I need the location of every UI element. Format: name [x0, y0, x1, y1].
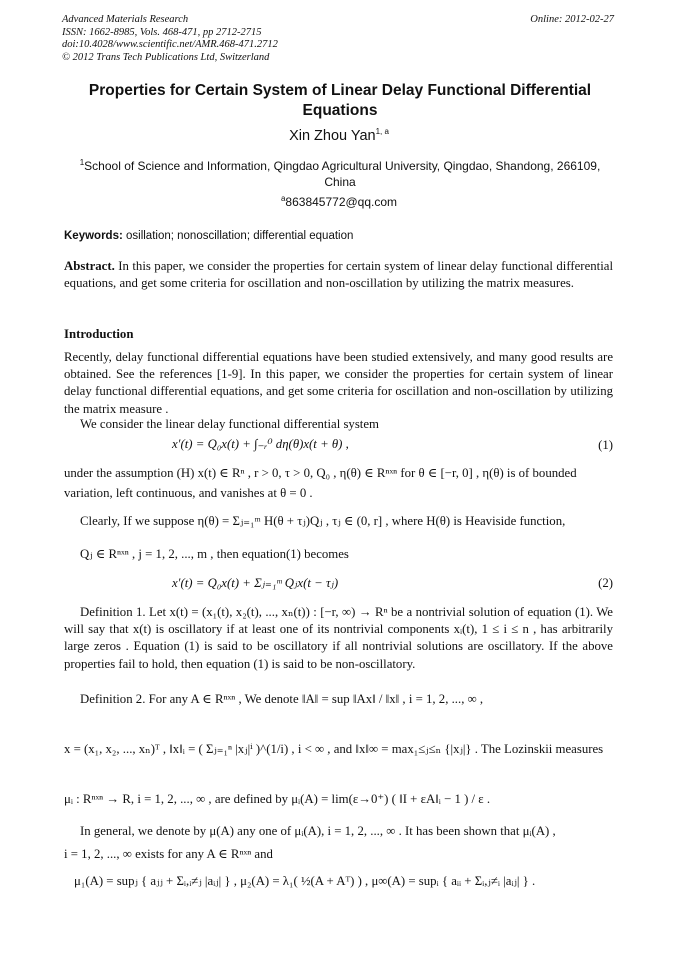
- intro-paragraph-1: Recently, delay functional differential equations have been studied extensively, and many good results are obtained. See the references [1-9]. In this paper, we consider the properties for certain system of linear delay functional differential equations, and get some criteria for oscillation and non-oscillation by utilizing the matrix measure .: [64, 350, 613, 416]
- paper-title: Properties for Certain System of Linear Delay Functional Differential Equations: [88, 82, 592, 119]
- definition-1: Definition 1. Let x(t) = (x₁(t), x₂(t), ..., xₙ(t)) : [−r, ∞) → Rⁿ be a nontrivial solution of equation (1). We will say that x(t) is oscillatory if at least one of its nontrivial components xᵢ(t), 1 ≤ i ≤ n , has arbitrarily large zeros . Equation (1) is said to be oscillatory if all nontrivial solutions are oscillatory. If the above properties fail to hold, then equation (1) is said to be non-oscillatory.: [64, 605, 613, 671]
- equation-2: x′(t) = Q₀x(t) + Σⱼ₌₁ᵐ Qⱼx(t − τⱼ): [172, 576, 339, 590]
- intro-paragraph-2: We consider the linear delay functional differential system: [80, 417, 379, 431]
- definition-2-line-1: Definition 2. For any A ∈ Rⁿˣⁿ , We denote ‖A‖ = sup ‖Ax‖ / ‖x‖ , i = 1, 2, ..., ∞ ,: [80, 692, 484, 706]
- clearly-line-2: Qⱼ ∈ Rⁿˣⁿ , j = 1, 2, ..., m , then equation(1) becomes: [80, 547, 349, 561]
- author-line: [0, 127, 678, 144]
- general-line-2: i = 1, 2, ..., ∞ exists for any A ∈ Rⁿˣⁿ and: [64, 847, 273, 861]
- abstract-label: Abstract.: [64, 259, 115, 273]
- definition-2-line-3: μᵢ : Rⁿˣⁿ → R, i = 1, 2, ..., ∞ , are defined by μᵢ(A) = lim(ε→0⁺) ( ‖I + εA‖ᵢ − 1 ) / ε .: [64, 792, 491, 806]
- author-sup: 1, a: [375, 127, 389, 136]
- journal-name: Advanced Materials Research: [62, 14, 189, 25]
- online-date: Online: 2012-02-27: [530, 14, 614, 25]
- doi-line: doi:10.4028/www.scientific.net/AMR.468-471.2712: [62, 39, 278, 51]
- copyright-line: © 2012 Trans Tech Publications Ltd, Switzerland: [62, 51, 270, 63]
- email-line: [0, 194, 678, 209]
- assumption-line-2: variation, left continuous, and vanishes at θ = 0 .: [64, 486, 313, 500]
- assumption-line-1: under the assumption (H) x(t) ∈ Rⁿ , r > 0, τ > 0, Q₀ , η(θ) ∈ Rⁿˣⁿ for θ ∈ [−r, 0] , η(θ) is of bounded: [64, 466, 577, 480]
- issn-line: ISSN: 1662-8985, Vols. 468-471, pp 2712-2715: [62, 26, 262, 38]
- equation-1: x′(t) = Q₀x(t) + ∫₋ᵣ⁰ dη(θ)x(t + θ) ,: [172, 437, 349, 451]
- keywords: [64, 230, 353, 242]
- affiliation-sup: 1: [79, 158, 85, 167]
- equation-1-number: (1): [598, 438, 613, 452]
- email-sup: a: [280, 194, 286, 203]
- general-line-1: In general, we denote by μ(A) any one of μᵢ(A), i = 1, 2, ..., ∞ . It has been shown that μᵢ(A) ,: [80, 824, 556, 838]
- keywords-text: osillation; nonoscillation; differential equation: [122, 230, 354, 242]
- definition-2-line-2: x = (x₁, x₂, ..., xₙ)ᵀ , ‖x‖ᵢ = ( Σⱼ₌₁ⁿ |xⱼ|ⁱ )^(1/i) , i < ∞ , and ‖x‖∞ = max₁≤ⱼ≤ₙ {|xⱼ|} . The Lozinskii measures: [64, 742, 604, 756]
- affiliation: [64, 155, 616, 190]
- clearly-line-1: Clearly, If we suppose η(θ) = Σⱼ₌₁ᵐ H(θ + τⱼ)Qⱼ , τⱼ ∈ (0, r] , where H(θ) is Heaviside function,: [80, 514, 566, 528]
- section-heading-introduction: Introduction: [64, 327, 134, 341]
- measure-formulas: μ₁(A) = supⱼ { aⱼⱼ + Σᵢ,ᵢ≠ⱼ |aᵢⱼ| } , μ₂(A) = λ₁( ½(A + Aᵀ) ) , μ∞(A) = supᵢ { aᵢᵢ + Σᵢ,ⱼ≠ᵢ |aᵢⱼ| } .: [74, 874, 536, 888]
- keywords-label: Keywords:: [64, 230, 123, 242]
- author-name: Xin Zhou Yan: [289, 127, 376, 144]
- journal-header: [62, 14, 278, 64]
- email-address: 863845772@qq.com: [285, 195, 398, 209]
- abstract: [64, 258, 613, 292]
- equation-2-number: (2): [598, 576, 613, 590]
- abstract-text: In this paper, we consider the properties for certain system of linear delay functional differential equations, and get some criteria for oscillation and non-oscillation by utilizing the matrix measures.: [64, 259, 613, 291]
- affiliation-text: School of Science and Information, Qingdao Agricultural University, Qingdao, Shandong, 266109, China: [84, 159, 601, 189]
